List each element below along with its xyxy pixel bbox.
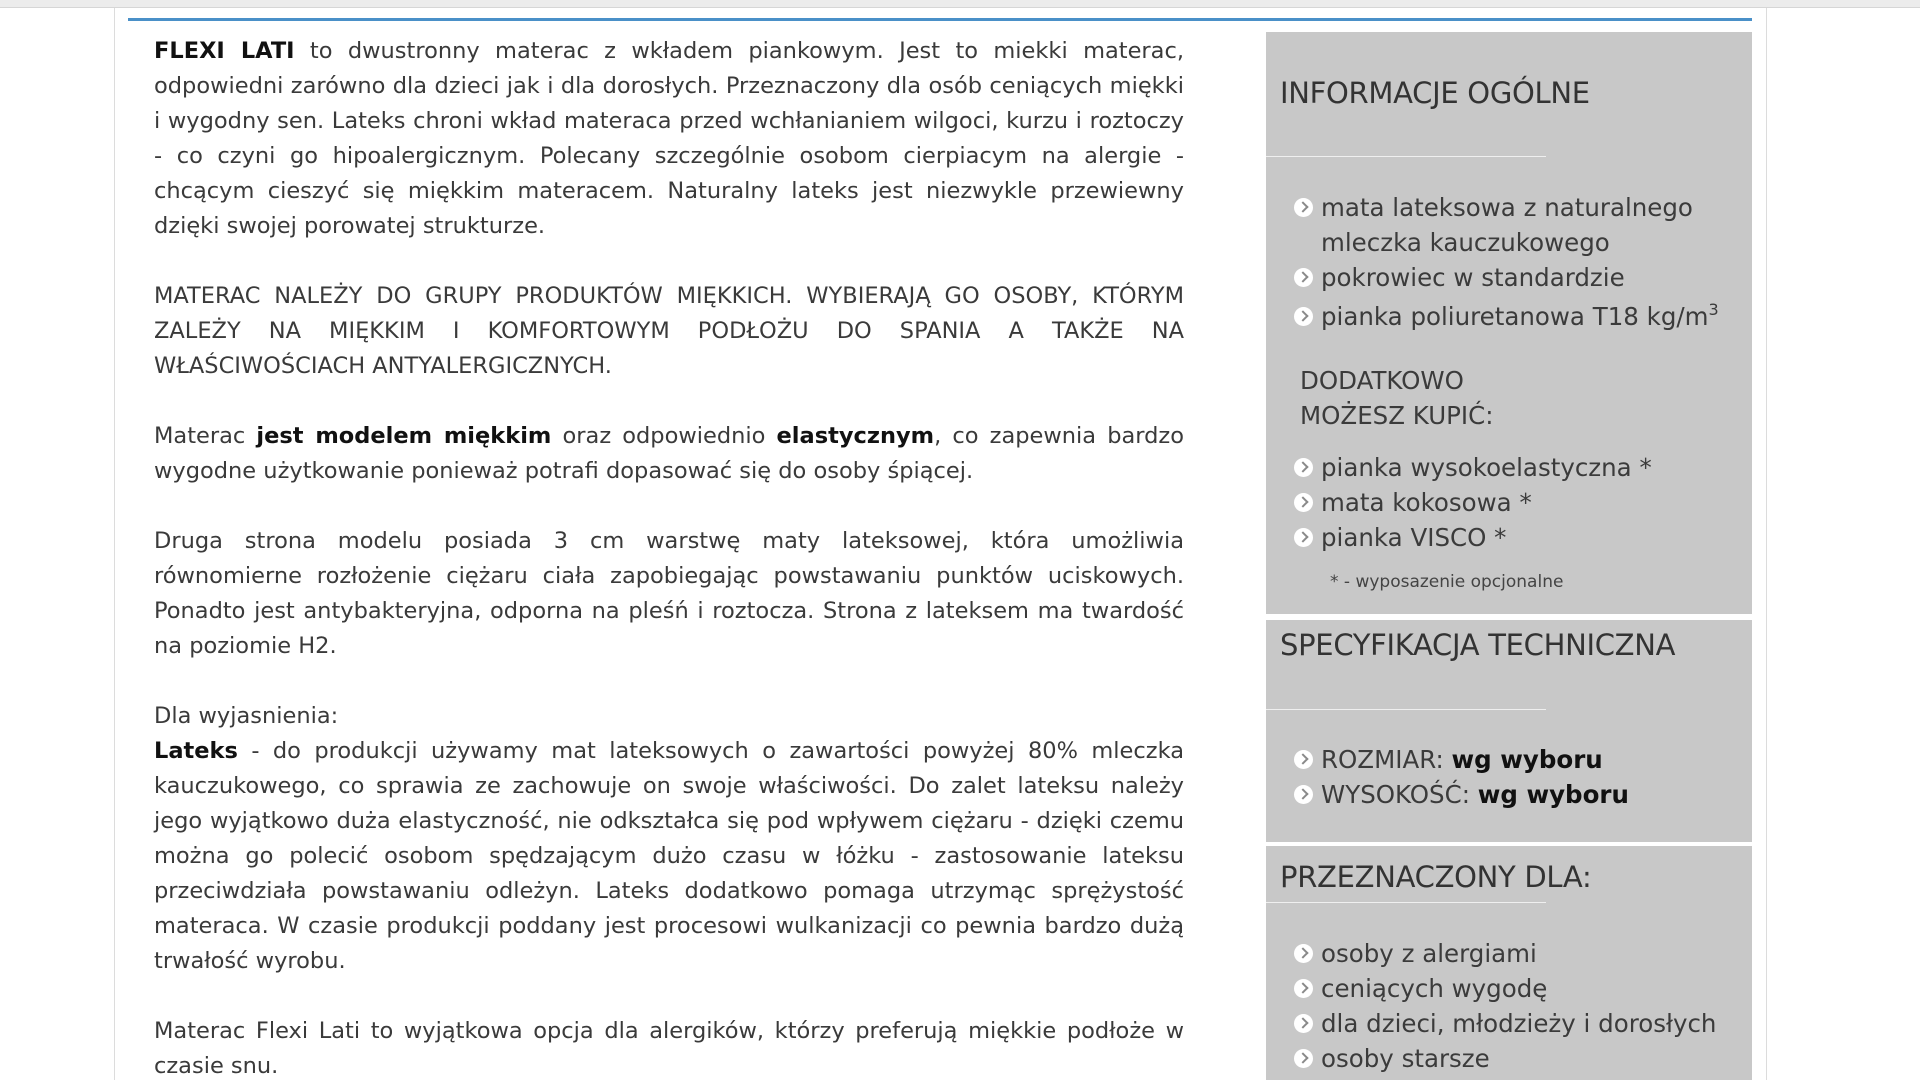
intended-for-list <box>1266 936 1752 1076</box>
spec-row: WYSOKOŚĆ: wg wyboru <box>1266 777 1752 812</box>
chevron-right-circle-icon <box>1294 750 1313 769</box>
chevron-right-circle-icon <box>1294 1049 1313 1068</box>
panel-divider <box>1266 709 1546 710</box>
list-item: pokrowiec w standardzie <box>1266 260 1752 295</box>
description-paragraph-6: Materac Flexi Lati to wyjątkowa opcja dla alergików, którzy preferują miękkie podłoże w czasie snu. <box>154 1018 1184 1079</box>
chevron-right-circle-icon <box>1294 528 1313 547</box>
paragraph-text: , co zapewnia bardzo wygodne użytkowanie ponieważ potrafi dopasować się do osoby śpiącej. <box>154 423 1184 484</box>
chevron-right-circle-icon <box>1294 198 1313 217</box>
spec-list <box>1266 742 1752 812</box>
list-item: mata kokosowa * <box>1266 485 1752 520</box>
bold-phrase: jest modelem miękkim <box>256 423 552 449</box>
paragraph-text: to dwustronny materac z wkładem piankowym. Jest to miekki materac, odpowiedni zarówno dla dzieci jak i dla dorosłych. Przeznaczony dla osób ceniących miękki i wygodny sen. Lateks chroni wkład materaca przed wchłanianiem wilgoci, kurzu i roztoczy - co czyni go hipoalergicznym. Polecany szczególnie osobom cierpiacym na alergie - chcącym cieszyć się miękkim materacem. Naturalny lateks jest niezwykle przewiewny dzięki swojej porowatej strukturze. <box>154 38 1184 239</box>
paragraph-text: - do produkcji używamy mat lateksowych o zawartości powyżej 80% mleczka kauczukowego, co sprawia ze zachowuje on swoje właściwości. Do zalet lateksu należy jego wyjątkowo duża elastyczność, nie odkształca się pod wpływem ciężaru - dzięki czemu można go polecić osobom spędzającym dużo czasu w łóżku - zastosowanie lateksu przeciwdziała powstawaniu odleżyn. Lateks dodatkowo pomaga utrzymąc sprężystość materaca. W czasie produkcji poddany jest procesowi wulkanizacji co pewnia bardzo dużą trwałość wyrobu. <box>154 738 1184 974</box>
optional-extras-label: DODATKOWO MOŻESZ KUPIĆ: <box>1300 366 1494 430</box>
panel-divider <box>1266 156 1546 157</box>
browser-top-edge <box>0 0 1920 8</box>
chevron-right-circle-icon <box>1294 1014 1313 1033</box>
spec-row: ROZMIAR: wg wyboru <box>1266 742 1752 777</box>
explanation-heading: Dla wyjasnienia: <box>154 703 339 729</box>
brand-name: FLEXI LATI <box>154 38 295 64</box>
panel-title: INFORMACJE OGÓLNE <box>1280 76 1590 110</box>
general-info-panel <box>1266 32 1752 614</box>
term-lateks: Lateks <box>154 738 238 764</box>
list-item: pianka VISCO * <box>1266 520 1752 555</box>
paragraph-text: Materac <box>154 423 257 449</box>
paragraph-text: oraz odpowiednio <box>551 423 777 449</box>
chevron-right-circle-icon <box>1294 458 1313 477</box>
chevron-right-circle-icon <box>1294 979 1313 998</box>
superscript: 3 <box>1708 300 1719 319</box>
chevron-right-circle-icon <box>1294 493 1313 512</box>
bold-phrase: elastycznym <box>776 423 935 449</box>
technical-spec-panel <box>1266 620 1752 842</box>
description-paragraph-3 <box>154 419 1184 489</box>
chevron-right-circle-icon <box>1294 785 1313 804</box>
description-paragraph-1 <box>154 34 1184 244</box>
chevron-right-circle-icon <box>1294 307 1313 326</box>
description-paragraph-5 <box>154 734 1184 979</box>
panel-title: SPECYFIKACJA TECHNICZNA <box>1280 628 1676 662</box>
list-item: osoby z alergiami <box>1266 936 1752 971</box>
list-item: osoby starsze <box>1266 1041 1752 1076</box>
list-item: mata lateksowa z naturalnego mleczka kauczukowego <box>1266 190 1752 260</box>
general-info-list <box>1266 190 1752 334</box>
chevron-right-circle-icon <box>1294 268 1313 287</box>
optional-note: * - wyposazenie opcjonalne <box>1330 572 1564 592</box>
panel-title: PRZEZNACZONY DLA: <box>1280 860 1592 894</box>
description-paragraph-4: Druga strona modelu posiada 3 cm warstwę maty lateksowej, która umożliwia równomierne rozłożenie ciężaru ciała zapobiegając powstawaniu punktów uciskowych. Ponadto jest antybakteryjna, odporna na pleśń i roztocza. Strona z lateksem ma twardość na poziomie H2. <box>154 528 1184 659</box>
product-description <box>154 34 1184 1080</box>
list-item: pianka wysokoelastyczna * <box>1266 450 1752 485</box>
optional-extras-list <box>1266 450 1752 555</box>
panel-divider <box>1266 902 1546 903</box>
description-paragraph-2: MATERAC NALEŻY DO GRUPY PRODUKTÓW MIĘKKICH. WYBIERAJĄ GO OSOBY, KTÓRYM ZALEŻY NA MIĘKKIM I KOMFORTOWYM PODŁOŻU DO SPANIA A TAKŻE NA WŁAŚCIWOŚCIACH ANTYALERGICZNYCH. <box>154 283 1184 379</box>
list-item: dla dzieci, młodzieży i dorosłych <box>1266 1006 1752 1041</box>
intended-for-panel <box>1266 846 1752 1080</box>
list-item: ceniących wygodę <box>1266 971 1752 1006</box>
list-item: pianka poliuretanowa T18 $kg/m^3$ <box>1266 299 1752 334</box>
chevron-right-circle-icon <box>1294 944 1313 963</box>
accent-divider <box>128 18 1752 21</box>
